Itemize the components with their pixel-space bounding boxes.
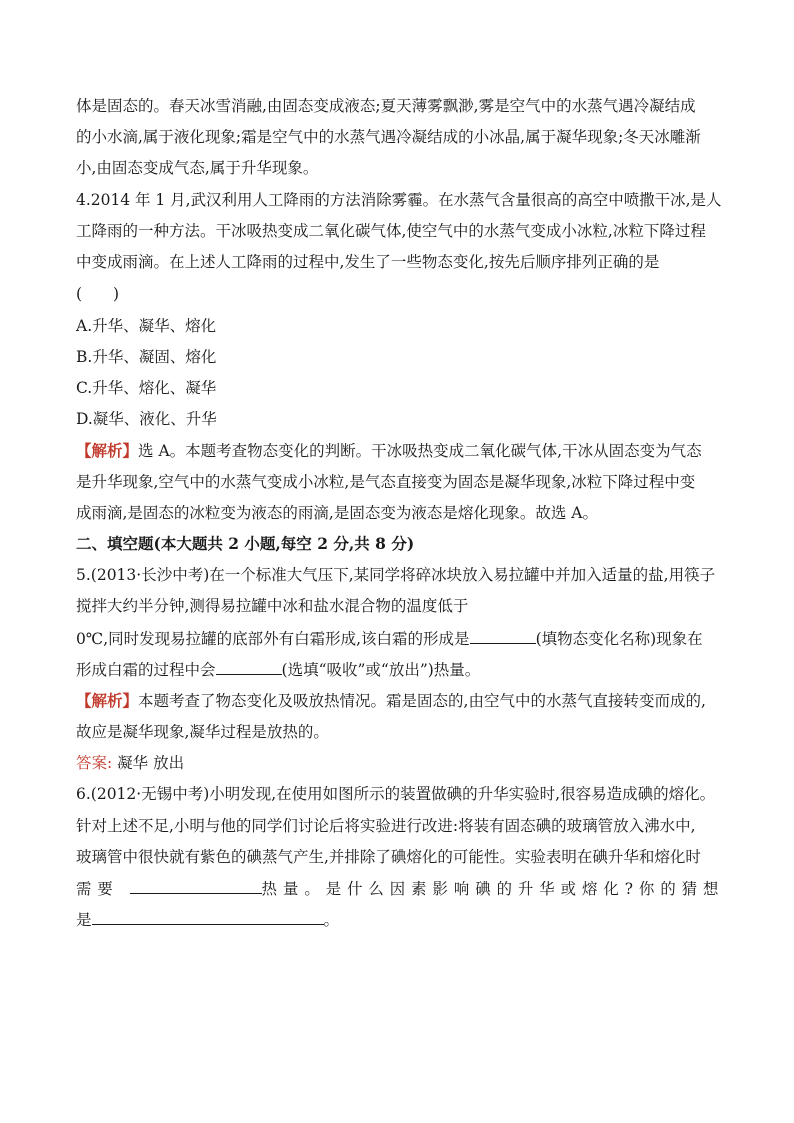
q5-blank-2[interactable] [216, 659, 282, 675]
q6-line-3: 玻璃管中很快就有紫色的碘蒸气产生,并排除了碘熔化的可能性。实验表明在碘升华和熔化时 [76, 848, 701, 866]
q4-line-1: 4.2014 年 1 月,武汉利用人工降雨的方法消除雾霾。在水蒸气含量很高的高空中喷撒干冰,是人 [76, 191, 722, 209]
q5-line-1: 5.(2013·长沙中考)在一个标准大气压下,某同学将碎冰块放入易拉罐中并加入适量的盐,用筷子 [76, 566, 716, 584]
q4-analysis-line-2: 是升华现象,空气中的水蒸气变成小冰粒,是气态直接变为固态是凝华现象,冰粒下降过程中变 [76, 473, 696, 491]
q5-line-3-text-a: 0℃,同时发现易拉罐的底部外有白霜形成,该白霜的形成是 [76, 630, 470, 648]
analysis-tag: 【解析】 [76, 441, 139, 460]
q6-line-4 [76, 878, 724, 899]
q5-analysis-text: 本题考查了物态变化及吸放热情况。霜是固态的,由空气中的水蒸气直接转变而成的, [138, 692, 706, 710]
q6-blank-1[interactable] [130, 878, 262, 894]
section-title: 二、填空题(本大题共 2 小题,每空 2 分,共 8 分) [76, 534, 415, 553]
q4-option-a: A.升华、凝华、熔化 [76, 317, 217, 335]
q3-line-3: 小,由固态变成气态,属于升华现象。 [76, 159, 319, 177]
q6-line-4-text-a: 需要 [76, 880, 119, 898]
q5-answer-line [76, 753, 184, 773]
q5-line-4-text-a: 形成白霜的过程中会 [76, 661, 216, 679]
q4-option-b: B.升华、凝固、熔化 [76, 348, 217, 366]
q5-line-3 [76, 628, 703, 649]
q6-line-2: 针对上述不足,小明与他的同学们讨论后将实验进行改进:将装有固态碘的玻璃管放入沸水中, [76, 817, 696, 835]
q5-analysis-line-2: 故应是凝华现象,凝华过程是放热的。 [76, 723, 329, 741]
q5-line-3-text-b: (填物态变化名称)现象在 [535, 630, 703, 648]
q5-analysis-line-1 [76, 691, 706, 711]
q6-line-5 [76, 909, 339, 930]
q5-answer-text: 凝华 放出 [117, 754, 185, 772]
q6-line-5-text-b: 。 [323, 911, 340, 929]
q4-analysis-line-3: 成雨滴,是固态的冰粒变为液态的雨滴,是固态变为液态是熔化现象。故选 A。 [76, 504, 598, 522]
q3-line-1: 体是固态的。春天冰雪消融,由固态变成液态;夏天薄雾飘渺,雾是空气中的水蒸气遇冷凝结成 [76, 97, 696, 115]
q5-blank-1[interactable] [470, 628, 536, 644]
q4-analysis-text: 选 A。本题考查物态变化的判断。干冰吸热变成二氧化碳气体,干冰从固态变为气态 [138, 442, 702, 460]
q4-option-c: C.升华、熔化、凝华 [76, 379, 217, 397]
q5-line-2: 搅拌大约半分钟,测得易拉罐中冰和盐水混合物的温度低于 [76, 597, 469, 615]
analysis-tag: 【解析】 [76, 691, 139, 710]
q3-line-2: 的小水滴,属于液化现象;霜是空气中的水蒸气遇冷凝结成的小冰晶,属于凝华现象;冬天冰雕渐 [76, 128, 701, 146]
q4-answer-paren: ( ) [76, 285, 120, 303]
q6-blank-2[interactable] [92, 909, 324, 925]
q5-line-4 [76, 659, 480, 680]
q4-option-d: D.凝华、液化、升华 [76, 410, 217, 428]
q5-line-4-text-b: (选填“吸收”或“放出”)热量。 [281, 661, 481, 679]
q4-line-2: 工降雨的一种方法。干冰吸热变成二氧化碳气体,使空气中的水蒸气变成小冰粒,冰粒下降过程 [76, 222, 706, 240]
answer-tag: 答案: [76, 754, 113, 772]
q6-line-1: 6.(2012·无锡中考)小明发现,在使用如图所示的装置做碘的升华实验时,很容易造成碘的熔化。 [76, 785, 716, 803]
q6-line-4-text-b: 热量。是什么因素影响碘的升华或熔化?你的猜想 [261, 880, 725, 898]
q4-line-3: 中变成雨滴。在上述人工降雨的过程中,发生了一些物态变化,按先后顺序排列正确的是 [76, 253, 660, 271]
q4-analysis-line-1 [76, 441, 702, 461]
q6-line-5-text-a: 是 [76, 911, 92, 929]
